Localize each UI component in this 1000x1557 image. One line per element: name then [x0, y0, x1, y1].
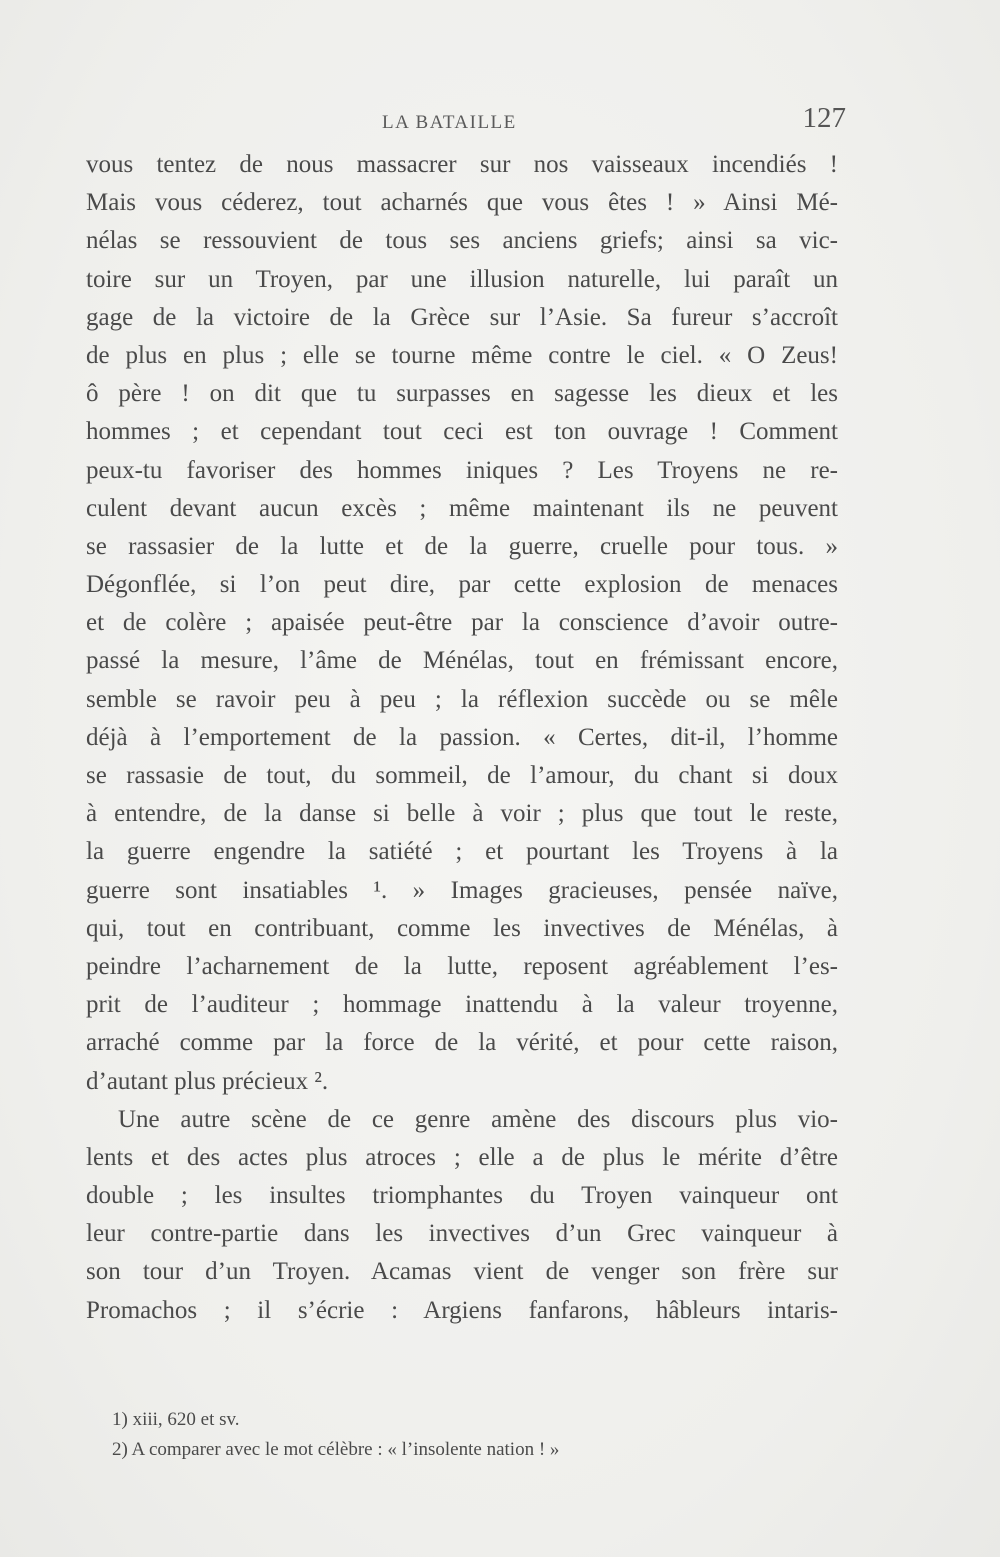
text-line: gage de la victoire de la Grèce sur l’Asie. Sa fureur s’accroît [86, 303, 838, 331]
body-text [86, 146, 838, 1330]
text-line: passé la mesure, l’âme de Ménélas, tout en frémissant encore, [86, 647, 838, 675]
text-line: guerre sont insatiables ¹. » Images gracieuses, pensée naïve, [86, 876, 838, 904]
text-line: ô père ! on dit que tu surpasses en sagesse les dieux et les [86, 380, 838, 408]
text-line: à entendre, de la danse si belle à voir ; plus que tout le reste, [86, 800, 838, 828]
text-line: double ; les insultes triomphantes du Troyen vainqueur ont [86, 1182, 838, 1210]
text-line: Dégonflée, si l’on peut dire, par cette explosion de menaces [86, 571, 838, 599]
text-line: qui, tout en contribuant, comme les invectives de Ménélas, à [86, 914, 838, 942]
text-line: prit de l’auditeur ; hommage inattendu à la valeur troyenne, [86, 991, 838, 1019]
text-line: se rassasie de tout, du sommeil, de l’amour, du chant si doux [86, 762, 838, 789]
text-line: et de colère ; apaisée peut-être par la conscience d’avoir outre- [86, 609, 838, 637]
text-line: de plus en plus ; elle se tourne même contre le ciel. « O Zeus! [86, 341, 838, 369]
text-line: semble se ravoir peu à peu ; la réflexion succède ou se mêle [86, 685, 838, 713]
text-line: hommes ; et cependant tout ceci est ton ouvrage ! Comment [86, 418, 838, 446]
text-line: lents et des actes plus atroces ; elle a de plus le mérite d’être [86, 1143, 838, 1171]
page-number: 127 [802, 102, 846, 134]
text-line: nélas se ressouvient de tous ses anciens griefs; ainsi sa vic- [86, 227, 838, 255]
text-line: Promachos ; il s’écrie : Argiens fanfarons, hâbleurs intaris- [86, 1296, 838, 1324]
text-line: se rassasier de la lutte et de la guerre, cruelle pour tous. » [86, 532, 838, 560]
text-line: arraché comme par la force de la vérité, et pour cette raison, [86, 1029, 838, 1057]
text-line: peux-tu favoriser des hommes iniques ? Les Troyens ne re- [86, 456, 838, 484]
page-header [86, 100, 846, 140]
text-line: Mais vous céderez, tout acharnés que vous êtes ! » Ainsi Mé- [86, 189, 838, 217]
text-line: toire sur un Troyen, par une illusion naturelle, lui paraît un [86, 265, 838, 293]
text-line: son tour d’un Troyen. Acamas vient de venger son frère sur [86, 1258, 838, 1286]
footnotes [112, 1405, 812, 1465]
text-line: culent devant aucun excès ; même maintenant ils ne peuvent [86, 494, 838, 522]
footnote-1: 1) xiii, 620 et sv. [112, 1409, 240, 1430]
text-line: peindre l’acharnement de la lutte, reposent agréablement l’es- [86, 952, 838, 980]
running-title: LA BATAILLE [382, 112, 517, 133]
text-line: la guerre engendre la satiété ; et pourtant les Troyens à la [86, 838, 838, 866]
text-line: leur contre-partie dans les invectives d’un Grec vainqueur à [86, 1220, 838, 1248]
paragraph-last-line: d’autant plus précieux ². [86, 1067, 329, 1095]
paragraph-first-line: Une autre scène de ce genre amène des discours plus vio- [118, 1105, 838, 1133]
text-line: déjà à l’emportement de la passion. « Certes, dit-il, l’homme [86, 723, 838, 751]
text-line: vous tentez de nous massacrer sur nos vaisseaux incendiés ! [86, 151, 838, 178]
footnote-2: 2) A comparer avec le mot célèbre : « l’insolente nation ! » [112, 1439, 560, 1460]
